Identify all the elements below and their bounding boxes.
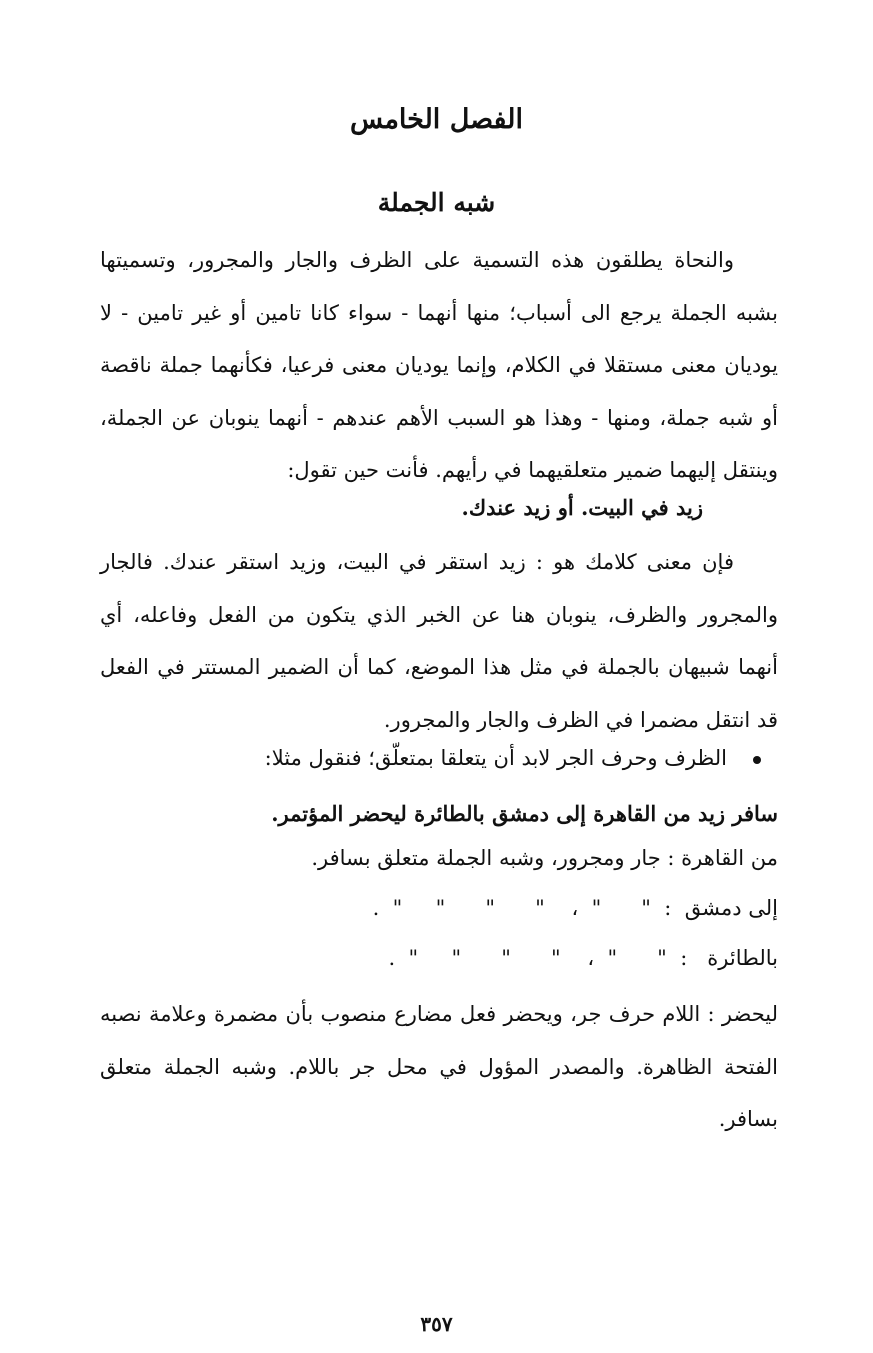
explanation-paragraph: فإن معنى كلامك هو : زيد استقر في البيت، وزيد استقر عندك. فالجار والمجرور والظرف، ينوبان هنا عن الخبر الذي يتكون من الفعل وفاعله، أي أنهما شبيهان بالجملة في مثل هذا الموضع، كما أن الضمير المستتر في الفعل قد انتقل مضمرا في الظرف والجار والمجرور. xyxy=(100,550,778,732)
chapter-title: الفصل الخامس xyxy=(350,104,523,135)
analysis-line-3: بالطائرة : " " ، " " " " . xyxy=(388,946,778,970)
bullet-text: الظرف وحرف الجر لابد أن يتعلقا بمتعلّق؛ فنقول مثلا: xyxy=(264,746,727,770)
final-paragraph: ليحضر : اللام حرف جر، ويحضر فعل مضارع منصوب بأن مضمرة وعلامة نصبه الفتحة الظاهرة. والمصدر المؤول في محل جر باللام. وشبه الجملة متعلق بسافر. xyxy=(100,1002,778,1131)
section-title: شبه الجملة xyxy=(377,188,496,217)
analysis-line-1: من القاهرة : جار ومجرور، وشبه الجملة متعلق بسافر. xyxy=(311,846,778,870)
intro-paragraph: والنحاة يطلقون هذه التسمية على الظرف والجار والمجرور، وتسميتها بشبه الجملة يرجع الى أسباب؛ منها أنهما - سواء كانا تامين أو غير تامين - لا يوديان معنى مستقلا في الكلام، وإنما يوديان معنى فرعيا، فكأنهما جملة ناقصة أو شبه جملة، ومنها - وهذا هو السبب الأهم عندهم - أنهما ينوبان عن الجملة، وينتقل إليهما ضمير متعلقيهما في رأيهم. فأنت حين تقول: xyxy=(100,248,778,482)
bullet-item xyxy=(100,738,761,778)
example-sentence: زيد في البيت. أو زيد عندك. xyxy=(461,495,703,520)
example-two: سافر زيد من القاهرة إلى دمشق بالطائرة ليحضر المؤتمر. xyxy=(271,801,778,826)
analysis-line-2: إلى دمشق : " " ، " " " " . xyxy=(372,896,778,920)
bullet-icon xyxy=(753,756,761,764)
page-number: ٣٥٧ xyxy=(420,1312,453,1336)
